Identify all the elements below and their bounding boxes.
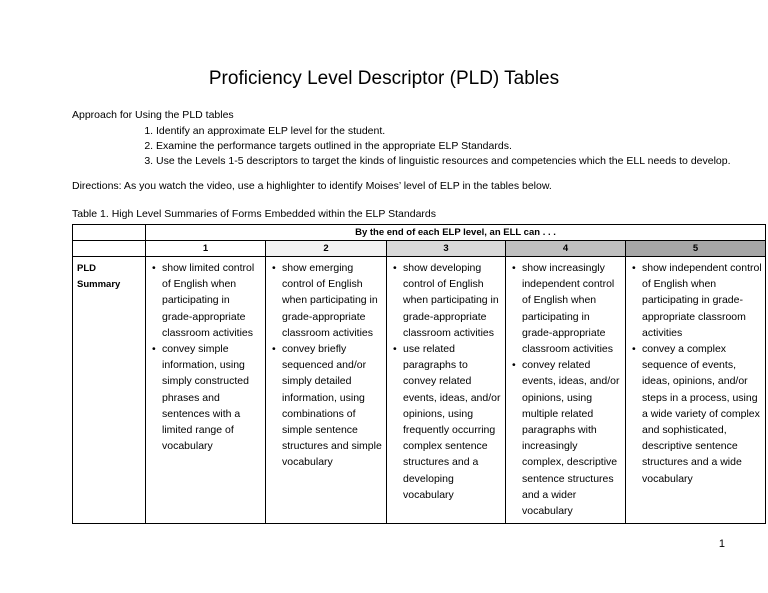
- descriptor: • show increasingly independent control of English when participating in grade-appropriate classroom activities: [512, 260, 622, 357]
- descriptor-list: [506, 257, 625, 523]
- corner-cell: [73, 225, 146, 241]
- span-header: By the end of each ELP level, an ELL can . . .: [146, 225, 766, 241]
- level-cell-5: [626, 257, 766, 524]
- descriptor: • show limited control of English when participating in grade-appropriate classroom activities: [152, 260, 262, 341]
- level-header-1: 1: [146, 241, 266, 257]
- level-cell-1: [146, 257, 266, 524]
- level-header-3: 3: [387, 241, 506, 257]
- step: 1. Identify an approximate ELP level for the student.: [156, 124, 731, 139]
- descriptor-list: [266, 257, 386, 475]
- step: 2. Examine the performance targets outlined in the appropriate ELP Standards.: [156, 139, 731, 154]
- level-header-5: 5: [626, 241, 766, 257]
- descriptor: • convey related events, ideas, and/or opinions, using multiple related paragraphs with increasingly complex, descriptive sentence structures and a wider vocabulary: [512, 357, 622, 519]
- pld-table: [72, 224, 766, 524]
- descriptor: • show developing control of English when participating in grade-appropriate classroom activities: [393, 260, 502, 341]
- approach-steps: [140, 124, 731, 169]
- descriptor-list: [387, 257, 505, 507]
- row-label-line: Summary: [77, 279, 121, 290]
- descriptor: • convey a complex sequence of events, ideas, opinions, and/or steps in a process, using a wide variety of complex and sophisticated, descriptive sentence structures and a wide vocabulary: [632, 341, 762, 487]
- step: 3. Use the Levels 1-5 descriptors to target the kinds of linguistic resources and competencies which the ELL needs to develop.: [156, 154, 731, 169]
- level-header-2: 2: [266, 241, 387, 257]
- page-title: Proficiency Level Descriptor (PLD) Tables: [208, 68, 560, 89]
- level-cell-4: [506, 257, 626, 524]
- descriptor: • show emerging control of English when participating in grade-appropriate classroom activities: [272, 260, 383, 341]
- approach-heading: Approach for Using the PLD tables: [72, 109, 234, 121]
- level-cell-3: [387, 257, 506, 524]
- descriptor: • convey briefly sequenced and/or simply detailed information, using combinations of simple sentence structures and simple vocabulary: [272, 341, 383, 471]
- descriptor-list: [146, 257, 265, 458]
- directions: Directions: As you watch the video, use a highlighter to identify Moises’ level of ELP in the tables below.: [72, 180, 552, 192]
- table-caption: Table 1. High Level Summaries of Forms Embedded within the ELP Standards: [72, 208, 436, 220]
- descriptor: • convey simple information, using simply constructed phrases and sentences with a limited range of vocabulary: [152, 341, 262, 454]
- page-number: 1: [718, 538, 725, 550]
- descriptor-list: [626, 257, 765, 491]
- descriptor: • use related paragraphs to convey related events, ideas, and/or opinions, using frequently occurring complex sentence structures and a developing vocabulary: [393, 341, 502, 503]
- row-label: [73, 257, 146, 524]
- descriptor: • show independent control of English when participating in grade-appropriate classroom activities: [632, 260, 762, 341]
- level-cell-2: [266, 257, 387, 524]
- level-header-4: 4: [506, 241, 626, 257]
- row-label-line: PLD: [77, 263, 96, 274]
- corner-cell: [73, 241, 146, 257]
